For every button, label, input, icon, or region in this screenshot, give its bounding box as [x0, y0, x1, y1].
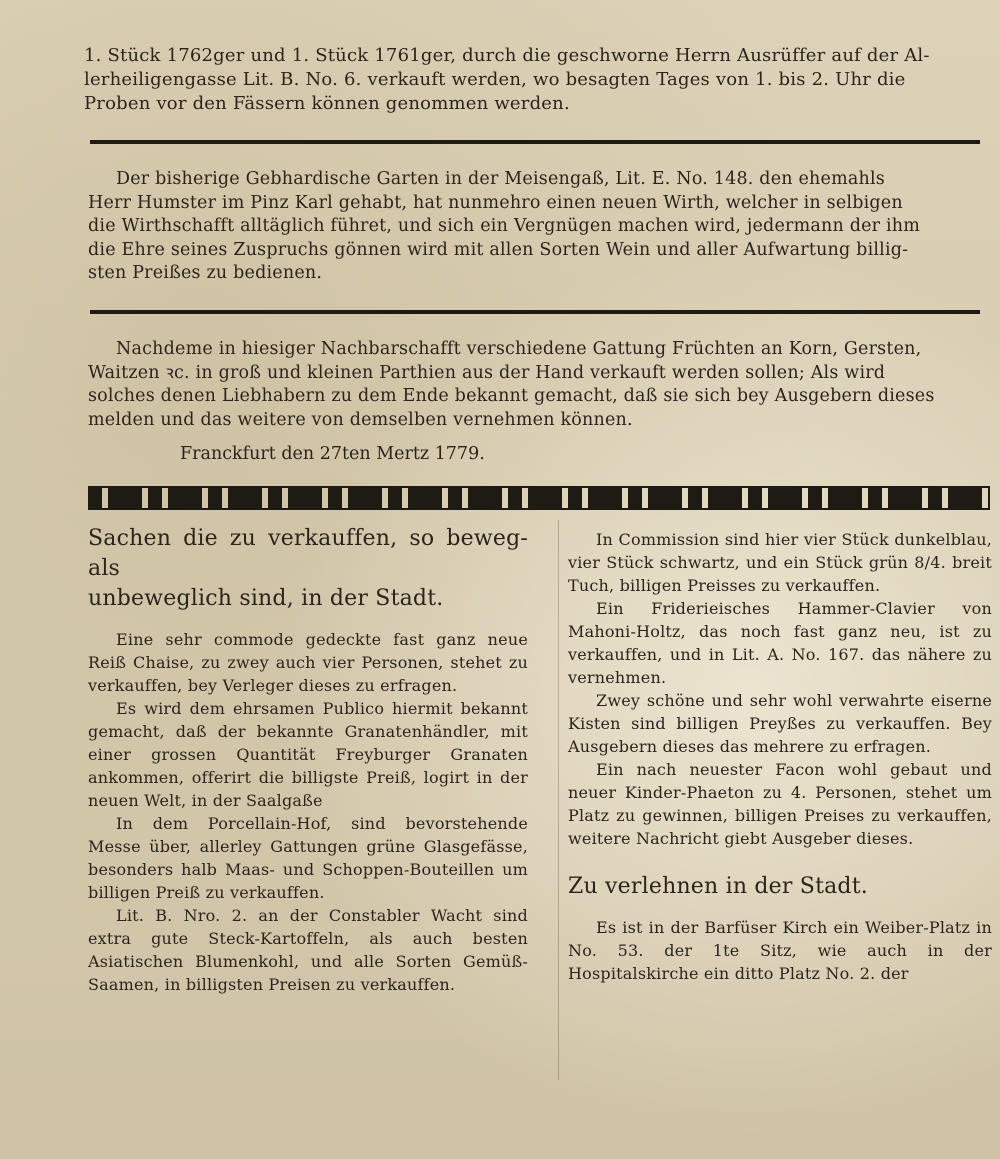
ornamental-border: [88, 486, 990, 510]
column-divider: [558, 520, 559, 1080]
ad-granaten: Es wird dem ehrsamen Publico hiermit bekannt gemacht, daß der bekannte Granatenhändler, mit einer grossen Quantität Freyburger Granaten ankommen, offerirt die billigste Preiß, logirt in der neuen Welt, in der Saalgaße: [88, 699, 528, 810]
ad-reise-chaise: Eine sehr commode gedeckte fast ganz neue Reiß Chaise, zu zwey auch vier Personen, stehet zu verkauffen, bey Verleger dieses zu erfragen.: [88, 630, 528, 695]
ad-kirchenplatz: Es ist in der Barfüser Kirch ein Weiber-Platz in No. 53. der 1te Sitz, wie auch in der Hospitalskirche ein ditto Platz No. 2. der: [568, 918, 992, 983]
separator-rule-1: [90, 140, 980, 144]
top-line-3: Proben vor den Fässern können genommen werden.: [84, 93, 570, 114]
top-notice: [84, 44, 990, 116]
garden-line-1: Der bisherige Gebhardische Garten in der Meisengaß, Lit. E. No. 148. den ehemahls: [116, 169, 885, 189]
top-line-1: 1. Stück 1762ger und 1. Stück 1761ger, durch die geschworne Herrn Ausrüffer auf der Al-: [84, 45, 930, 66]
garden-line-5: sten Preißes zu bedienen.: [88, 263, 323, 283]
right-column: [568, 528, 992, 985]
ad-clavier: Ein Friderieisches Hammer-Clavier von Mahoni-Holtz, das noch fast ganz neu, ist zu verkauffen, und in Lit. A. No. 167. das nähere zu vernehmen.: [568, 599, 992, 687]
top-line-2: lerheiligengasse Lit. B. No. 6. verkauft werden, wo besagten Tages von 1. bis 2. Uhr die: [84, 69, 906, 90]
left-column: [88, 524, 528, 996]
ad-kartoffeln: Lit. B. Nro. 2. an der Constabler Wacht sind extra gute Steck-Kartoffeln, als auch besten Asiatischen Blumenkohl, und alle Sorten Gemüß-Saamen, in billigsten Preisen zu verkauffen.: [88, 906, 528, 994]
garden-line-3: die Wirthschafft alltäglich führet, und sich ein Vergnügen machen wird, jedermann der ihm: [88, 216, 921, 236]
garden-line-4: die Ehre seines Zuspruchs gönnen wird mit allen Sorten Wein und aller Aufwartung billig-: [88, 239, 909, 260]
section-heading-verlehnen: Zu verlehnen in der Stadt.: [568, 874, 868, 899]
grain-line-2: Waitzen ꝛc. in groß und kleinen Parthien aus der Hand verkauft werden sollen; Als wird: [88, 362, 886, 383]
grain-notice: [88, 338, 992, 432]
ad-kisten: Zwey schöne und sehr wohl verwahrte eiserne Kisten sind billigen Preyßes zu verkauffen. Bey Ausgebern dieses das mehrere zu erfragen.: [568, 691, 992, 756]
ad-glasgefaesse: In dem Porcellain-Hof, sind bevorstehende Messe über, allerley Gattungen grüne Glasgefässe, besonders halb Maas- und Schoppen-Bouteillen um billigen Preiß zu verkauffen.: [88, 814, 528, 902]
section-heading-line-1: Sachen die zu verkauffen, so beweg- als: [88, 526, 528, 581]
ad-tuch: In Commission sind hier vier Stück dunkelblau, vier Stück schwartz, und ein Stück grün 8/4. breit Tuch, billigen Preisses zu verkauffen.: [568, 530, 992, 595]
section-heading-line-2: unbeweglich sind, in der Stadt.: [88, 586, 444, 611]
grain-line-3: solches denen Liebhabern zu dem Ende bekannt gemacht, daß sie sich bey Ausgebern dieses: [88, 386, 935, 406]
ad-phaeton: Ein nach neuester Facon wohl gebaut und neuer Kinder-Phaeton zu 4. Personen, stehet um Platz zu gewinnen, billigen Preises zu verkauffen, weitere Nachricht giebt Ausgeber dieses.: [568, 760, 992, 848]
dateline: Franckfurt den 27ten Mertz 1779.: [180, 444, 485, 464]
garden-line-2: Herr Humster im Pinz Karl gehabt, hat nunmehro einen neuen Wirth, welcher in selbigen: [88, 192, 903, 213]
grain-line-1: Nachdeme in hiesiger Nachbarschafft verschiedene Gattung Früchten an Korn, Gersten,: [116, 339, 922, 359]
garden-notice: [88, 168, 992, 286]
grain-line-4: melden und das weitere von demselben vernehmen können.: [88, 409, 633, 430]
separator-rule-2: [90, 310, 980, 314]
